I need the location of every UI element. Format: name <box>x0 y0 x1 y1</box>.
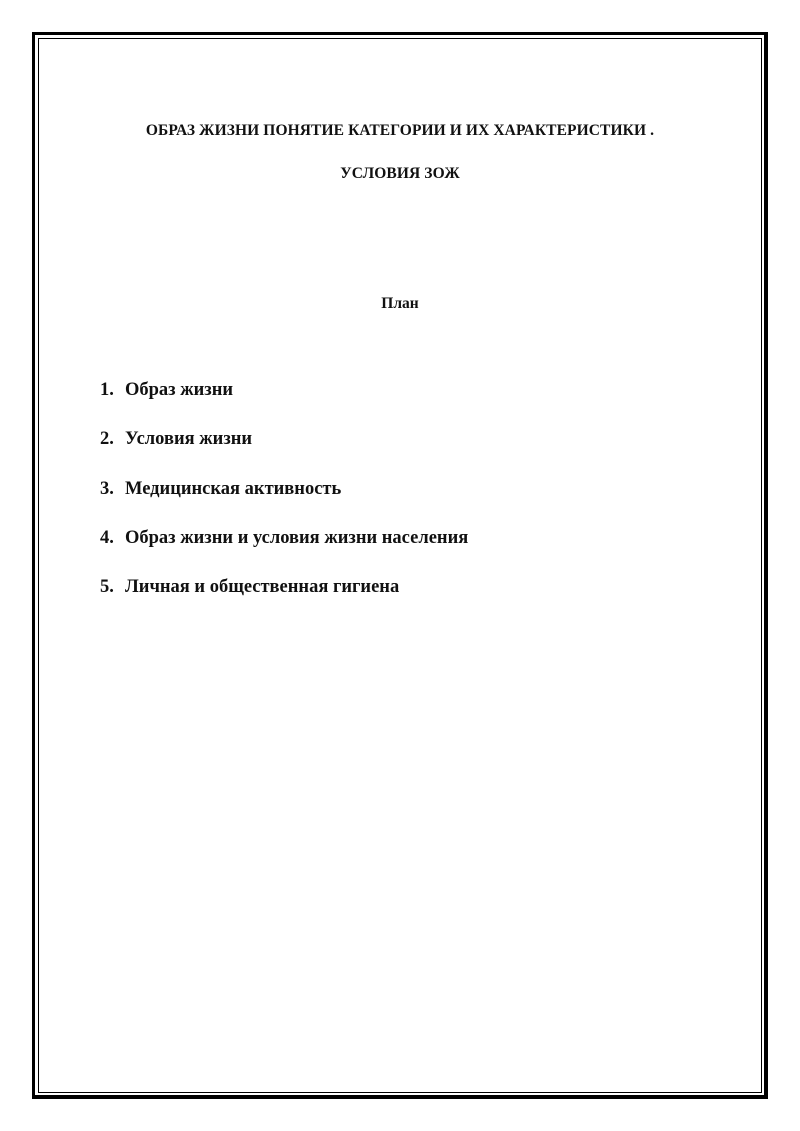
document-title-line-1: ОБРАЗ ЖИЗНИ ПОНЯТИЕ КАТЕГОРИИ И ИХ ХАРАКТЕРИСТИКИ . <box>145 122 655 139</box>
plan-item-number: 1. <box>100 380 114 400</box>
plan-item-text: Образ жизни и условия жизни населения <box>125 527 469 548</box>
plan-item-number: 3. <box>100 478 114 499</box>
plan-item-text: Образ жизни <box>125 380 234 400</box>
plan-item-text: Личная и общественная гигиена <box>125 577 400 598</box>
plan-item-5 <box>100 577 468 626</box>
plan-heading: План <box>381 295 419 312</box>
plan-item-text: Медицинская активность <box>125 478 342 499</box>
plan-item-2 <box>100 429 468 478</box>
plan-item-1 <box>100 380 468 429</box>
plan-list <box>100 380 468 626</box>
plan-item-number: 5. <box>100 577 114 598</box>
plan-item-3 <box>100 479 468 528</box>
plan-item-text: Условия жизни <box>125 429 253 450</box>
plan-item-number: 4. <box>100 527 114 548</box>
document-title-line-2: УСЛОВИЯ ЗОЖ <box>340 165 460 182</box>
plan-item-number: 2. <box>100 429 114 450</box>
plan-item-4 <box>100 528 468 577</box>
